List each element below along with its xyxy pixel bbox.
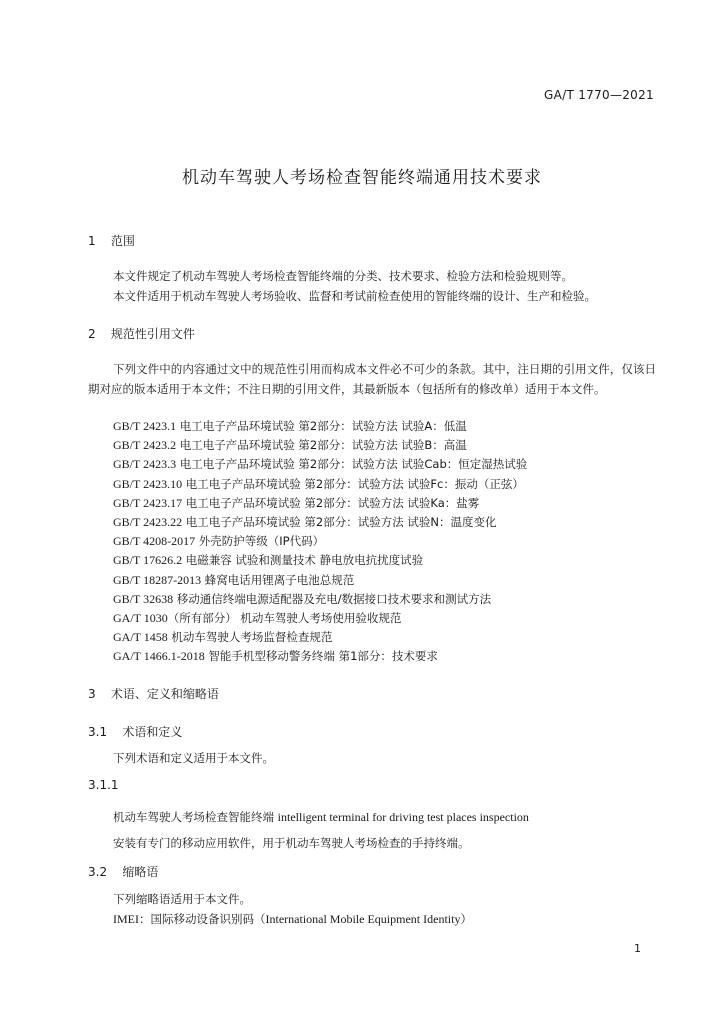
reference-title: 电磁兼容 试验和测量技术 静电放电抗扰度试验 bbox=[182, 553, 424, 568]
reference-code: GB/T 4208-2017 bbox=[113, 534, 196, 549]
term-definition: 安装有专门的移动应用软件，用于机动车驾驶人考场检查的手持终端。 bbox=[113, 836, 470, 850]
reference-title: 外壳防护等级（IP代码） bbox=[195, 534, 325, 549]
reference-item bbox=[113, 533, 324, 549]
section-number: 3 bbox=[88, 687, 96, 701]
reference-item bbox=[113, 514, 497, 530]
terms-intro: 下列术语和定义适用于本文件。 bbox=[113, 751, 274, 765]
section-2-heading bbox=[88, 325, 195, 342]
reference-item bbox=[113, 476, 524, 492]
reference-code: GB/T 2423.1 bbox=[113, 419, 177, 433]
term-chinese: 机动车驾驶人考场检查智能终端 bbox=[113, 810, 278, 824]
section-1-heading bbox=[88, 232, 135, 249]
reference-item bbox=[113, 572, 354, 588]
abbreviation-chinese: ：国际移动设备识别码（ bbox=[139, 912, 266, 926]
normative-references-intro: 下列文件中的内容通过文中的规范性引用而构成本文件必不可少的条款。其中，注日期的引用文件，仅该日期对应的版本适用于本文件；不注日期的引用文件，其最新版本（包括所有的修改单）适用于本文件。 bbox=[88, 362, 656, 396]
section-3-heading bbox=[88, 685, 219, 702]
reference-title: 电工电子产品环境试验 第2部分：试验方法 试验Fc：振动（正弦） bbox=[182, 476, 524, 491]
abbreviation-english: International Mobile Equipment Identity bbox=[265, 912, 461, 926]
section-number: 1 bbox=[88, 234, 96, 248]
reference-title: 机动车驾驶人考场监督检查规范 bbox=[167, 630, 333, 645]
section-3-2-heading bbox=[88, 863, 158, 880]
section-title: 术语、定义和缩略语 bbox=[110, 687, 219, 701]
reference-title: （所有部分） 机动车驾驶人考场使用验收规范 bbox=[167, 611, 402, 625]
reference-code: GA/T 1030 bbox=[113, 611, 168, 625]
reference-code: GB/T 18287-2013 bbox=[113, 572, 202, 587]
reference-code: GB/T 2423.10 bbox=[113, 476, 183, 491]
term-english: intelligent terminal for driving test places inspection bbox=[277, 810, 529, 824]
reference-title: 蜂窝电话用锂离子电池总规范 bbox=[201, 572, 355, 587]
section-title: 范围 bbox=[110, 234, 135, 248]
reference-code: GB/T 2423.17 bbox=[113, 495, 183, 510]
reference-item bbox=[113, 495, 479, 511]
reference-item bbox=[113, 418, 467, 434]
section-title: 术语和定义 bbox=[122, 725, 183, 739]
reference-code: GA/T 1458 bbox=[113, 630, 168, 645]
reference-code: GB/T 2423.3 bbox=[113, 457, 177, 472]
reference-title: 智能手机型移动警务终端 第1部分：技术要求 bbox=[204, 649, 438, 664]
abbreviations-intro: 下列缩略语适用于本文件。 bbox=[113, 892, 251, 906]
reference-item bbox=[113, 456, 527, 472]
document-title: 机动车驾驶人考场检查智能终端通用技术要求 bbox=[182, 168, 542, 188]
abbreviation-entry bbox=[113, 911, 472, 927]
reference-item bbox=[113, 437, 467, 453]
reference-item bbox=[113, 591, 491, 607]
section-title: 缩略语 bbox=[122, 865, 159, 879]
section-number: 3.1 bbox=[88, 725, 108, 739]
section-number: 3.2 bbox=[88, 865, 108, 879]
reference-title: 移动通信终端电源适配器及充电/数据接口技术要求和测试方法 bbox=[173, 591, 492, 606]
abbreviation-code: IMEI bbox=[113, 912, 139, 926]
scope-paragraph-1: 本文件规定了机动车驾驶人考场检查智能终端的分类、技术要求、检验方法和检验规则等。 bbox=[113, 269, 573, 283]
reference-code: GB/T 2423.22 bbox=[113, 515, 183, 529]
document-code: GA/T 1770—2021 bbox=[544, 88, 654, 102]
reference-code: GB/T 17626.2 bbox=[113, 553, 183, 568]
abbreviation-close: ） bbox=[460, 912, 472, 926]
reference-code: GA/T 1466.1-2018 bbox=[113, 649, 205, 664]
reference-item bbox=[113, 610, 401, 626]
section-3-1-1-number: 3.1.1 bbox=[88, 778, 119, 792]
reference-title: 电工电子产品环境试验 第2部分：试验方法 试验A：低温 bbox=[176, 419, 467, 433]
reference-title: 电工电子产品环境试验 第2部分：试验方法 试验N：温度变化 bbox=[182, 515, 497, 529]
reference-item bbox=[113, 552, 423, 568]
section-title: 规范性引用文件 bbox=[110, 327, 195, 341]
reference-title: 电工电子产品环境试验 第2部分：试验方法 试验Ka：盐雾 bbox=[182, 495, 480, 510]
reference-title: 电工电子产品环境试验 第2部分：试验方法 试验Cab：恒定湿热试验 bbox=[176, 457, 528, 472]
reference-item bbox=[113, 629, 332, 645]
term-entry bbox=[113, 809, 529, 825]
page-number: 1 bbox=[634, 942, 641, 955]
reference-title: 电工电子产品环境试验 第2部分：试验方法 试验B：高温 bbox=[176, 438, 467, 453]
reference-code: GB/T 2423.2 bbox=[113, 438, 177, 453]
reference-code: GB/T 32638 bbox=[113, 591, 174, 606]
scope-paragraph-2: 本文件适用于机动车驾驶人考场验收、监督和考试前检查使用的智能终端的设计、生产和检验。 bbox=[113, 289, 596, 303]
reference-item bbox=[113, 648, 438, 664]
section-3-1-heading bbox=[88, 723, 182, 740]
section-number: 2 bbox=[88, 327, 96, 341]
